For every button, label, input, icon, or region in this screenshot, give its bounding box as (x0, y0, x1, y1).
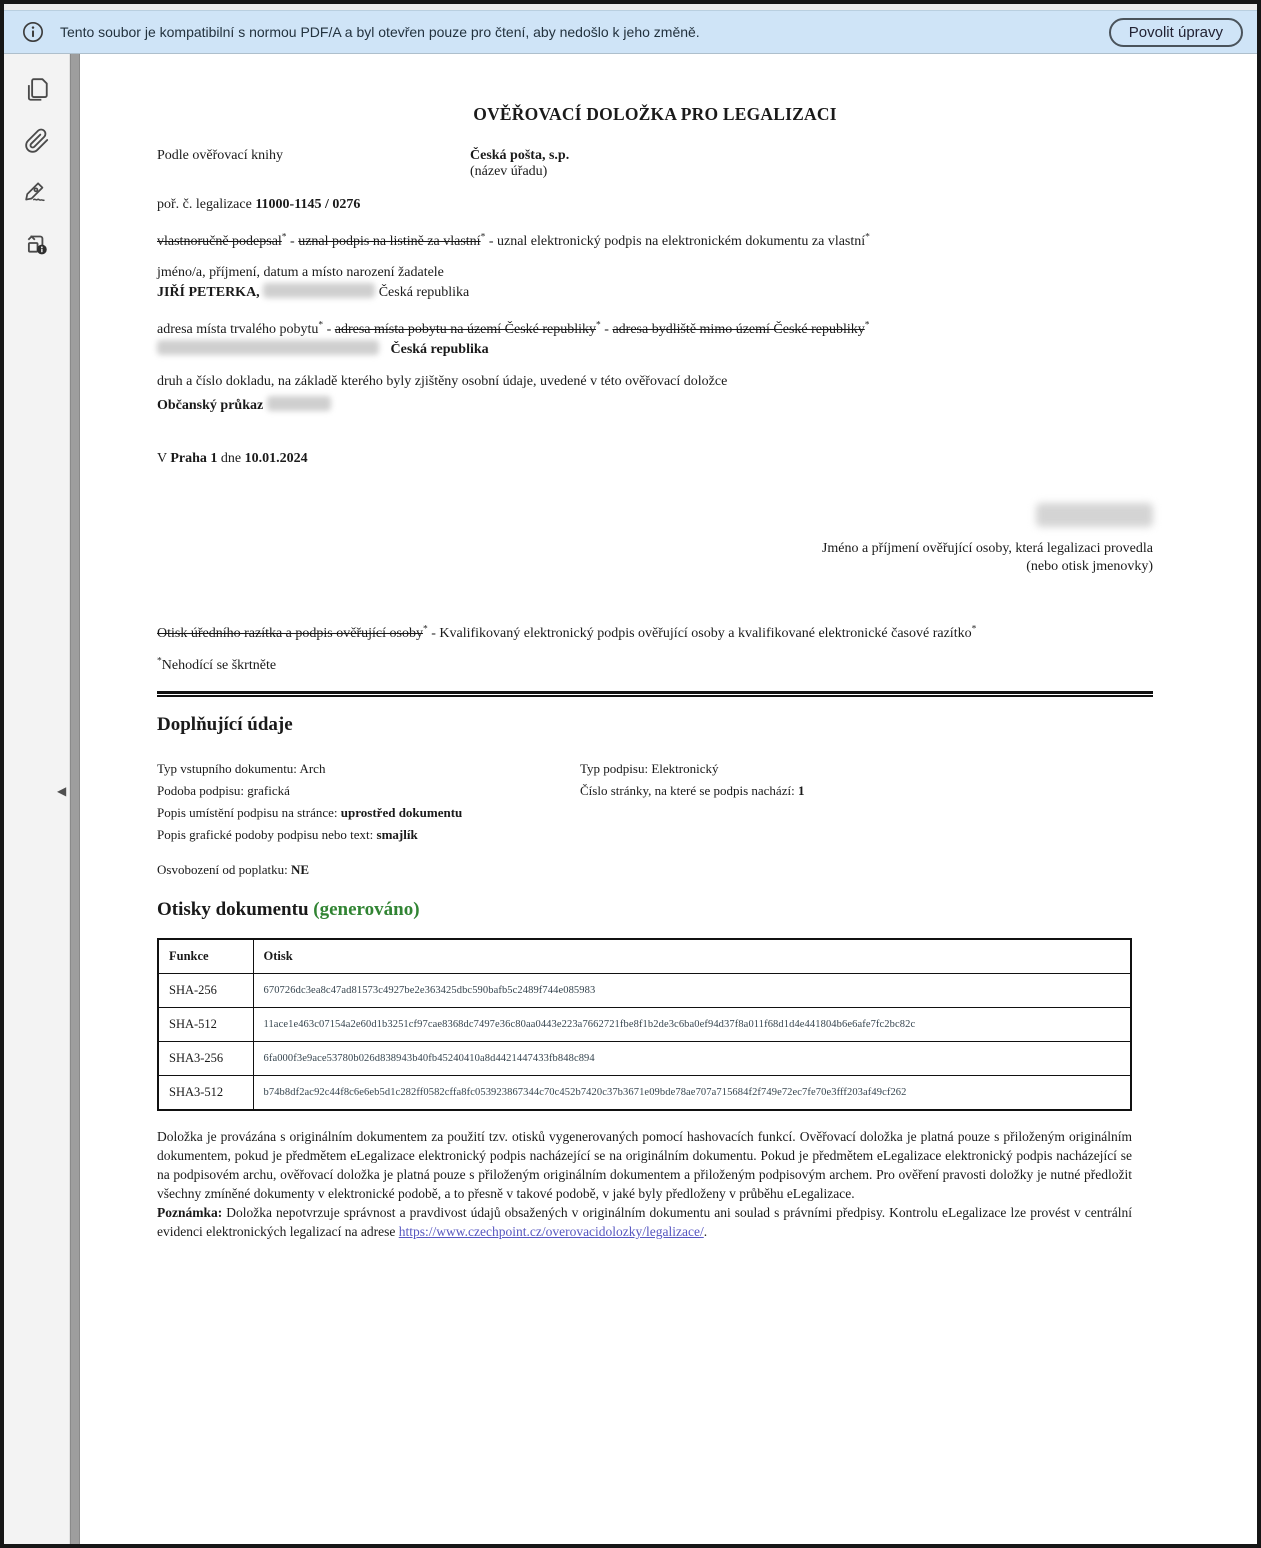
hash-table-header-funkce: Funkce (158, 939, 253, 974)
document-title: OVĚŘOVACÍ DOLOŽKA PRO LEGALIZACI (473, 104, 837, 124)
date: 10.01.2024 (244, 451, 308, 466)
option-acknowledged-paper: uznal podpis na listině za vlastní (298, 234, 481, 249)
office-block (470, 148, 569, 180)
navigation-rail (4, 54, 70, 1544)
enable-editing-button[interactable]: Povolit úpravy (1109, 18, 1243, 47)
hash-function: SHA3-256 (158, 1042, 253, 1076)
asterisk: * (864, 320, 870, 331)
place: Praha 1 (170, 451, 218, 466)
hash-function: SHA-512 (158, 1008, 253, 1042)
footnote-text: Nehodící se škrtněte (161, 658, 277, 673)
legalization-number: 11000-1145 / 0276 (255, 197, 361, 212)
applicant-line (157, 283, 1153, 301)
legalization-label: poř. č. legalizace (157, 197, 256, 212)
qualified-signature-option: - Kvalifikovaný elektronický podpis ověřující osoby a kvalifikované elektronické časové razítko (427, 626, 972, 641)
in-label: V (157, 451, 171, 466)
table-row (158, 974, 1131, 1008)
field-signature-description: Popis grafické podoby podpisu nebo text: smajlík (157, 827, 418, 842)
field-page-number: Číslo stránky, na které se podpis nachází: 1 (580, 783, 805, 798)
redacted-verifier-name (1036, 503, 1153, 527)
info-icon (22, 21, 44, 43)
address-line (157, 340, 1153, 358)
fee-exemption-line: Osvobození od poplatku: NE (157, 862, 310, 877)
note-paragraph: Poznámka: Doložka nepotvrzuje správnost a pravdivost údajů obsažených v originálním dokumentu ani soulad s právními předpisy. Kontrolu eLegalizace lze provést v centrální evidenci elektronických legalizací na adrese https://www.czechpoint.cz/overovacidolozky/legalizace/. (157, 1205, 1132, 1239)
page-thumbnails-icon[interactable] (23, 76, 50, 103)
section-divider-rule (157, 691, 1153, 697)
field-signature-type: Typ podpisu: Elektronický (580, 761, 719, 776)
stamp-and-signature-option: Otisk úředního razítka a podpis ověřující osoby (157, 626, 423, 641)
signature-area (157, 503, 1153, 527)
office-caption: (název úřadu) (470, 164, 548, 179)
hash-value: 670726dc3ea8c47ad81573c4927be2e363425dbc590bafb5c2489f744e085983 (253, 974, 1131, 1008)
hash-function: SHA-256 (158, 974, 253, 1008)
additional-fields (157, 761, 1153, 849)
clause-explanation-paragraph: Doložka je provázána s originálním dokumentem za použití tzv. otisků vygenerovaných pomocí hashovacích funkcí. Ověřovací doložka je platná pouze s přiloženým originálním dokumentem, pokud je předmětem eLegalizace elektronický podpis nacházející se na originálním dokumentu. Pokud je předmětem eLegalizace elektronický podpis nacházející se na podpisovém archu, ověřovací doložka je platná pouze s přiloženým originálním dokumentem a přiloženým podpisovým archem. Pro ověření pravosti doložky je nutné předložit všechny zmíněné dokumenty v elektronické podobě, a to přesně v takové podobě, v jaké byly předloženy v průběhu eLegalizace. (157, 1129, 1132, 1201)
notification-bar (4, 10, 1257, 54)
asterisk: * (318, 320, 324, 331)
address-options-line (157, 322, 1153, 338)
field-input-doc-type: Typ vstupního dokumentu: Arch (157, 761, 326, 776)
generated-label: (generováno) (313, 899, 420, 920)
table-row (158, 1076, 1131, 1111)
attachments-paperclip-icon[interactable] (23, 127, 50, 154)
place-date-line (157, 451, 1153, 467)
verifier-caption-1: Jméno a příjmení ověřující osoby, která legalizaci provedla (821, 541, 1153, 556)
hash-table-header-row (158, 939, 1131, 974)
export-file-info-icon[interactable] (23, 229, 50, 256)
address-outside-cr: adresa bydliště mimo území České republiky (612, 322, 865, 337)
asterisk: * (480, 232, 486, 243)
option-handwritten: vlastnoručně podepsal (157, 234, 282, 249)
separator: - (286, 234, 299, 249)
verifier-caption-2: (nebo otisk jmenovky) (1026, 559, 1153, 574)
table-row (158, 1042, 1131, 1076)
redacted-address (157, 340, 379, 355)
collapse-panel-arrow[interactable]: ◀ (57, 784, 67, 798)
note-label: Poznámka: (157, 1205, 223, 1220)
hash-value: 11ace1e463c07154a2e60d1b3251cf97cae8368dc7497e36c80aa0443e223a7662721fbe8f1b2de3c6ba0ef94d37f8a011f68d1d4e441804b6e6afe7fc2bc82c (253, 1008, 1131, 1042)
table-row (158, 1008, 1131, 1042)
panel-splitter[interactable] (70, 54, 80, 1544)
hash-value: 6fa000f3e9ace53780b026d838943b40fb45240410a8d4421447433fb848c894 (253, 1042, 1131, 1076)
asterisk: * (157, 656, 162, 667)
notification-message: Tento soubor je kompatibilní s normou PDF/A a byl otevřen pouze pro čtení, aby nedošlo k jeho změně. (60, 24, 700, 40)
hash-value: b74b8df2ac92c44f8c6e6eb5d1c282ff0582cffa8fc053923867344c70c452b7420c37b3671e09bde78ae707a715684f2f749e72ec7fe70e3fff203af49cf262 (253, 1076, 1131, 1111)
czechpoint-link[interactable]: https://www.czechpoint.cz/overovacidolozky/legalizace/ (398, 1224, 704, 1239)
applicant-country: Česká republika (378, 285, 470, 300)
separator: - (323, 322, 335, 337)
office-name: Česká pošta, s.p. (470, 148, 570, 163)
signatures-pen-icon[interactable] (23, 178, 50, 205)
hash-function: SHA3-512 (158, 1076, 253, 1111)
legalization-number-line (157, 197, 1153, 213)
footnote-line (157, 658, 1153, 674)
main-area (4, 54, 1257, 1544)
option-acknowledged-electronic: - uznal elektronický podpis na elektronickém dokumentu za vlastní (485, 234, 866, 249)
document-hashes-heading: Otisky dokumentu (generováno) (157, 899, 420, 920)
applicant-name: JIŘÍ PETERKA, (157, 285, 260, 300)
document-page (80, 54, 1257, 1544)
date-label: dne (217, 451, 245, 466)
asterisk: * (596, 320, 601, 331)
sign-options-line (157, 234, 1153, 250)
office-row (157, 148, 1153, 180)
hash-table (157, 938, 1132, 1111)
redacted-id-number (267, 396, 331, 411)
stamp-options-line (157, 626, 1153, 642)
field-signature-position: Popis umístění podpisu na stránce: uprostřed dokumentu (157, 805, 463, 820)
hash-table-header-otisk: Otisk (253, 939, 1131, 974)
separator: - (600, 322, 613, 337)
field-signature-form: Podoba podpisu: grafická (157, 783, 290, 798)
id-doc-line (157, 396, 1153, 414)
register-label: Podle ověřovací knihy (157, 148, 283, 163)
id-doc-caption: druh a číslo dokladu, na základě kterého byly zjištěny osobní údaje, uvedené v této ověřovací doložce (157, 374, 728, 389)
asterisk: * (865, 232, 870, 243)
additional-data-heading: Doplňující údaje (157, 714, 293, 735)
redacted-birth-data (263, 283, 375, 298)
fields-right-column (580, 761, 1153, 849)
address-permanent: adresa místa trvalého pobytu (157, 322, 319, 337)
asterisk: * (971, 624, 977, 635)
asterisk: * (281, 232, 287, 243)
asterisk: * (422, 624, 428, 635)
id-doc-type: Občanský průkaz (157, 398, 264, 413)
fields-left-column (157, 761, 580, 849)
applicant-caption: jméno/a, příjmení, datum a místo narození žadatele (157, 265, 444, 280)
address-country: Česká republika (390, 342, 489, 357)
address-in-cr: adresa místa pobytu na území České republiky (334, 322, 597, 337)
